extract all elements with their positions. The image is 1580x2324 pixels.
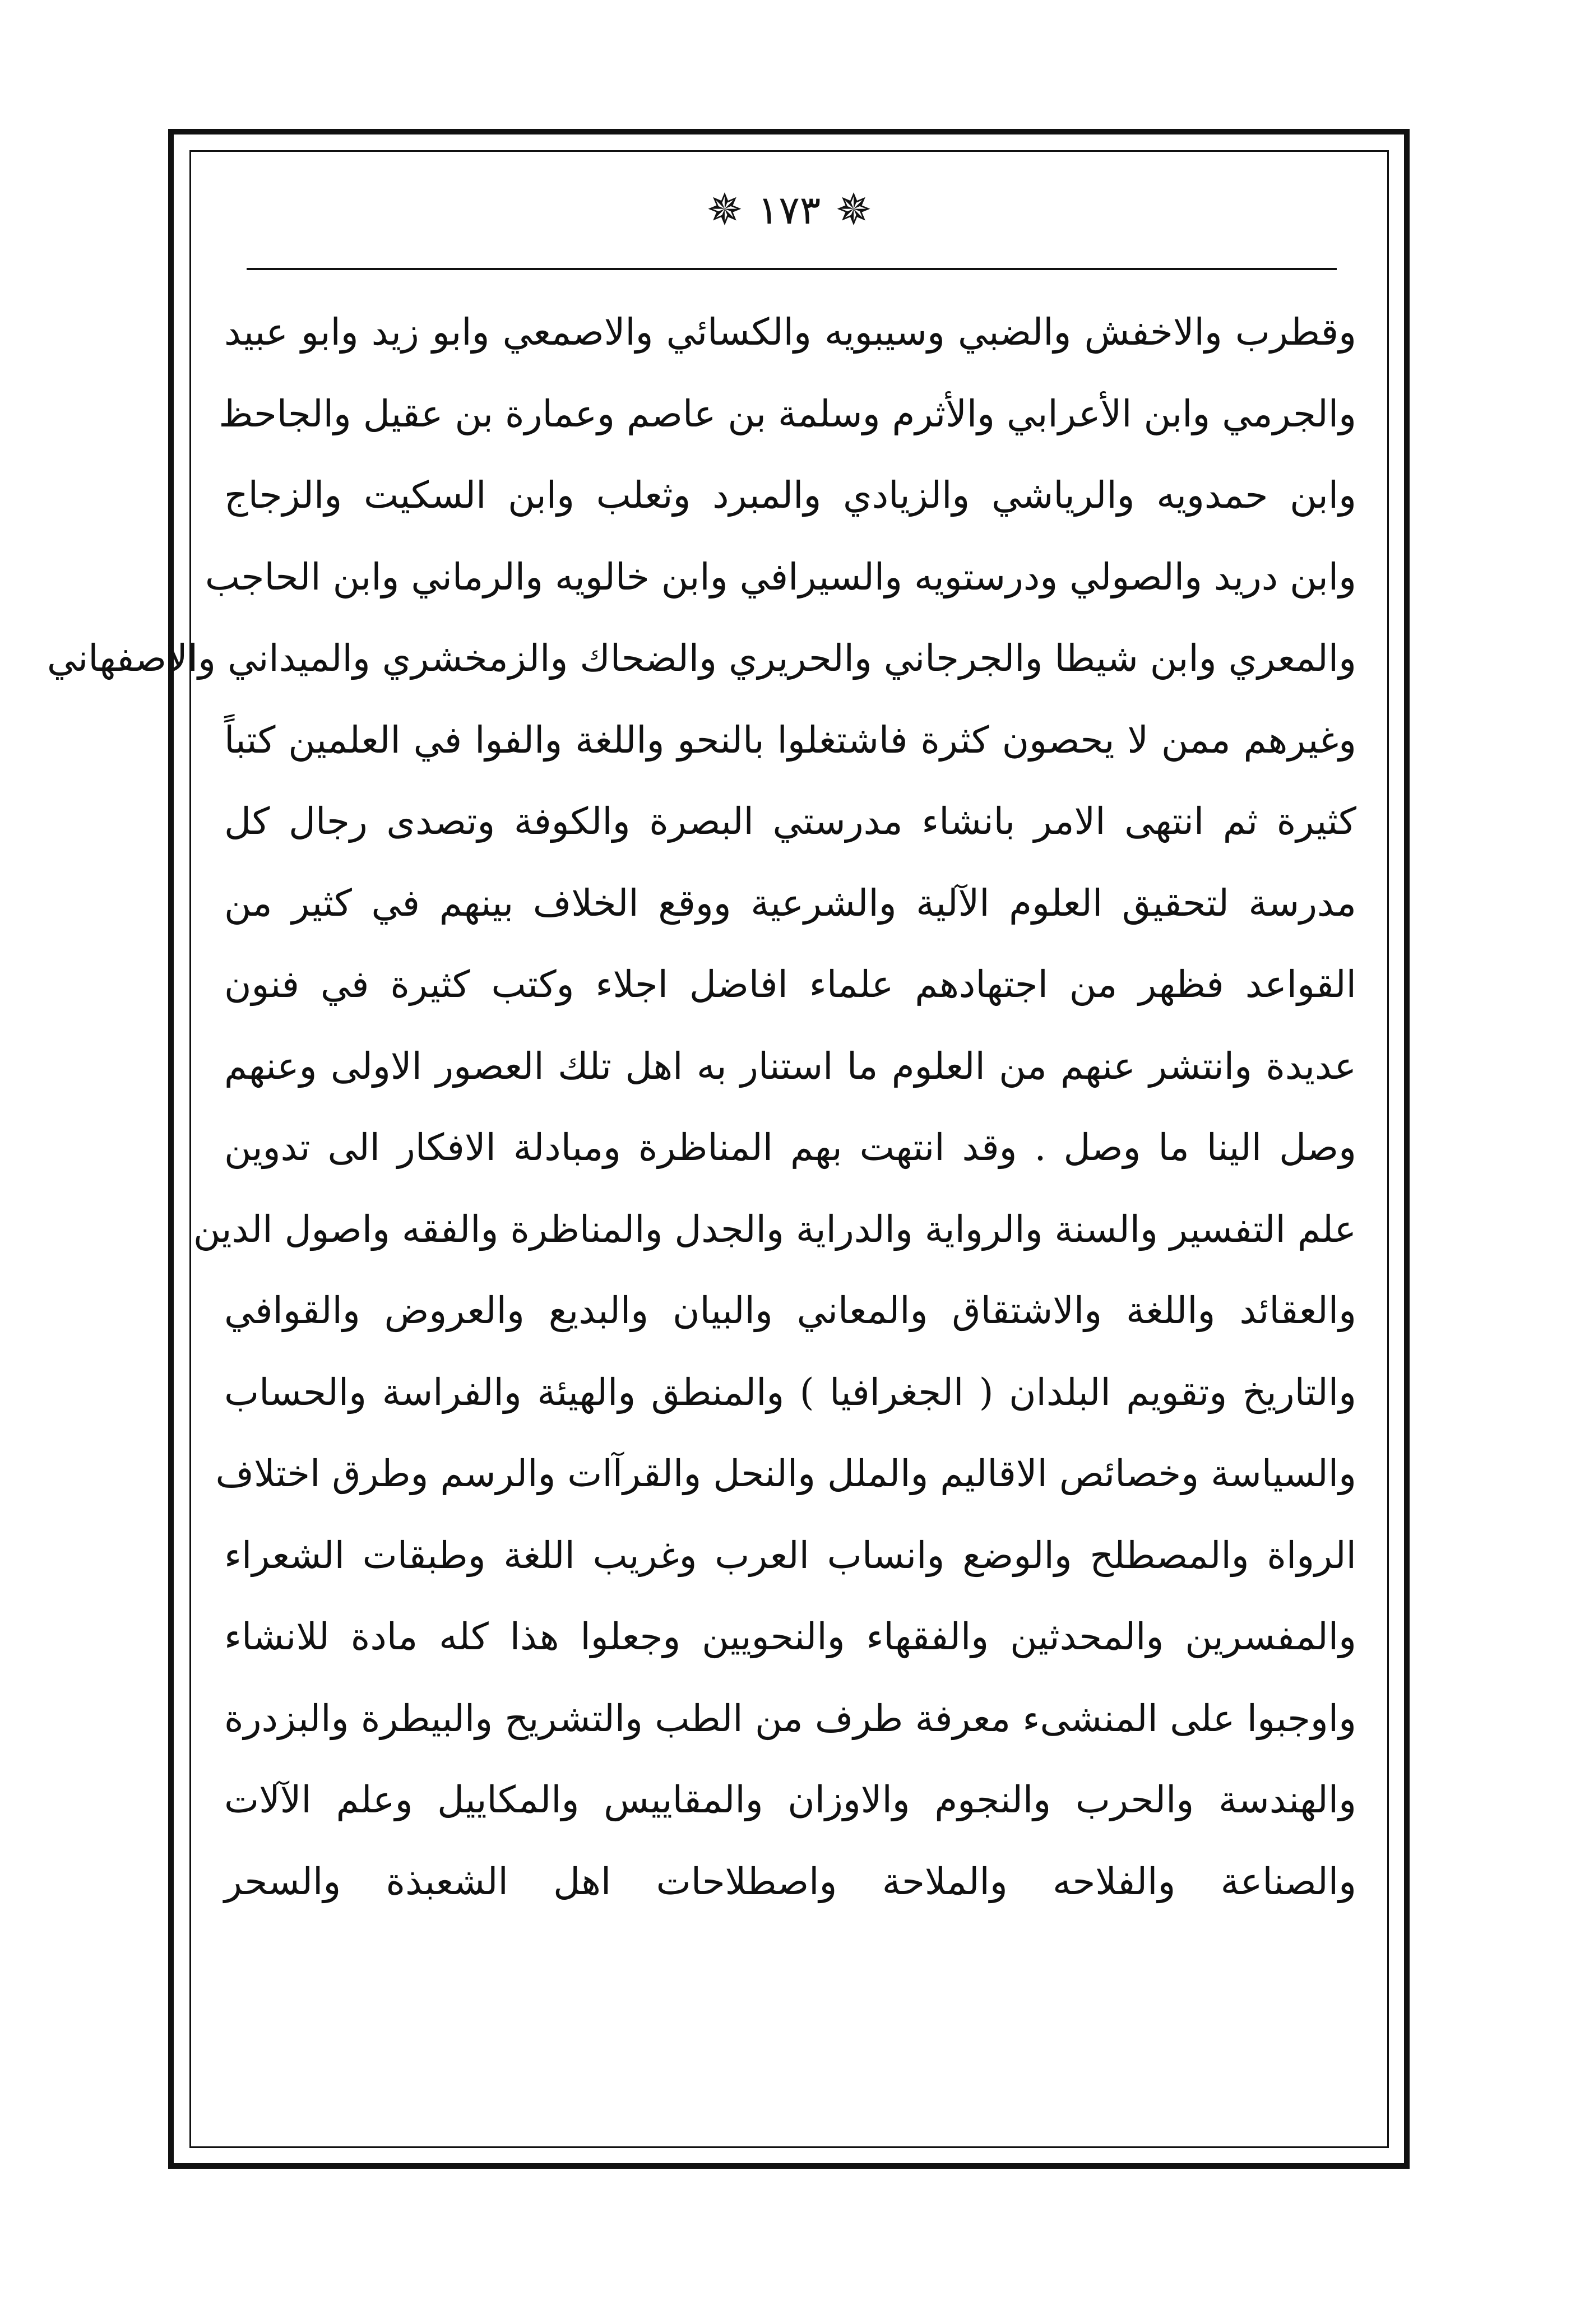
text-line: كثيرة ثم انتهى الامر بانشاء مدرستي البصرة والكوفة وتصدى رجال كل <box>224 800 1356 843</box>
page-header <box>189 179 1389 241</box>
text-line: وقطرب والاخفش والضبي وسيبويه والكسائي والاصمعي وابو زيد وابو عبيد <box>224 310 1356 354</box>
header-divider <box>247 268 1337 270</box>
text-line: مدرسة لتحقيق العلوم الآلية والشرعية ووقع الخلاف بينهم في كثير من <box>224 881 1356 925</box>
text-line: والسياسة وخصائص الاقاليم والملل والنحل والقرآات والرسم وطرق اختلاف <box>215 1452 1356 1495</box>
body-text <box>47 291 1356 1922</box>
text-line: وابن دريد والصولي ودرستويه والسيرافي وابن خالويه والرماني وابن الحاجب <box>205 555 1356 599</box>
page-number: ١٧٣ <box>757 187 821 233</box>
text-line: الرواة والمصطلح والوضع وانساب العرب وغريب اللغة وطبقات الشعراء <box>224 1533 1356 1577</box>
text-line: وغيرهم ممن لا يحصون كثرة فاشتغلوا بالنحو واللغة والفوا في العلمين كتباً <box>224 718 1356 762</box>
text-line: والصناعة والفلاحه والملاحة واصطلاحات اهل الشعبذة والسحر <box>224 1859 1356 1903</box>
text-line: علم التفسير والسنة والرواية والدراية والجدل والمناظرة والفقه واصول الدين <box>193 1207 1356 1251</box>
text-line: عديدة وانتشر عنهم من العلوم ما استنار به اهل تلك العصور الاولى وعنهم <box>224 1044 1356 1088</box>
text-line: والجرمي وابن الأعرابي والأثرم وسلمة بن عاصم وعمارة بن عقيل والجاحظ <box>219 392 1356 435</box>
text-line: وابن حمدويه والرياشي والزيادي والمبرد وثعلب وابن السكيت والزجاج <box>224 474 1356 517</box>
text-line: وصل الينا ما وصل . وقد انتهت بهم المناظرة ومبادلة الافكار الى تدوين <box>224 1126 1356 1169</box>
text-line: واوجبوا على المنشىء معرفة طرف من الطب والتشريح والبيطرة والبزدرة <box>224 1696 1356 1740</box>
text-line: والمعري وابن شيطا والجرجاني والحريري والضحاك والزمخشري والميداني والاصفهاني <box>47 637 1356 680</box>
star-ornament-icon: ✵ <box>706 185 743 235</box>
text-line: والعقائد واللغة والاشتقاق والمعاني والبيان والبديع والعروض والقوافي <box>224 1289 1356 1332</box>
text-line: والمفسرين والمحدثين والفقهاء والنحويين وجعلوا هذا كله مادة للانشاء <box>224 1615 1356 1658</box>
text-line: والتاريخ وتقويم البلدان ( الجغرافيا ) والمنطق والهيئة والفراسة والحساب <box>224 1370 1356 1414</box>
star-ornament-icon: ✵ <box>835 185 872 235</box>
text-line: والهندسة والحرب والنجوم والاوزان والمقاييس والمكاييل وعلم الآلات <box>224 1778 1356 1821</box>
text-line: القواعد فظهر من اجتهادهم علماء افاضل اجلاء وكتب كثيرة في فنون <box>224 963 1356 1006</box>
